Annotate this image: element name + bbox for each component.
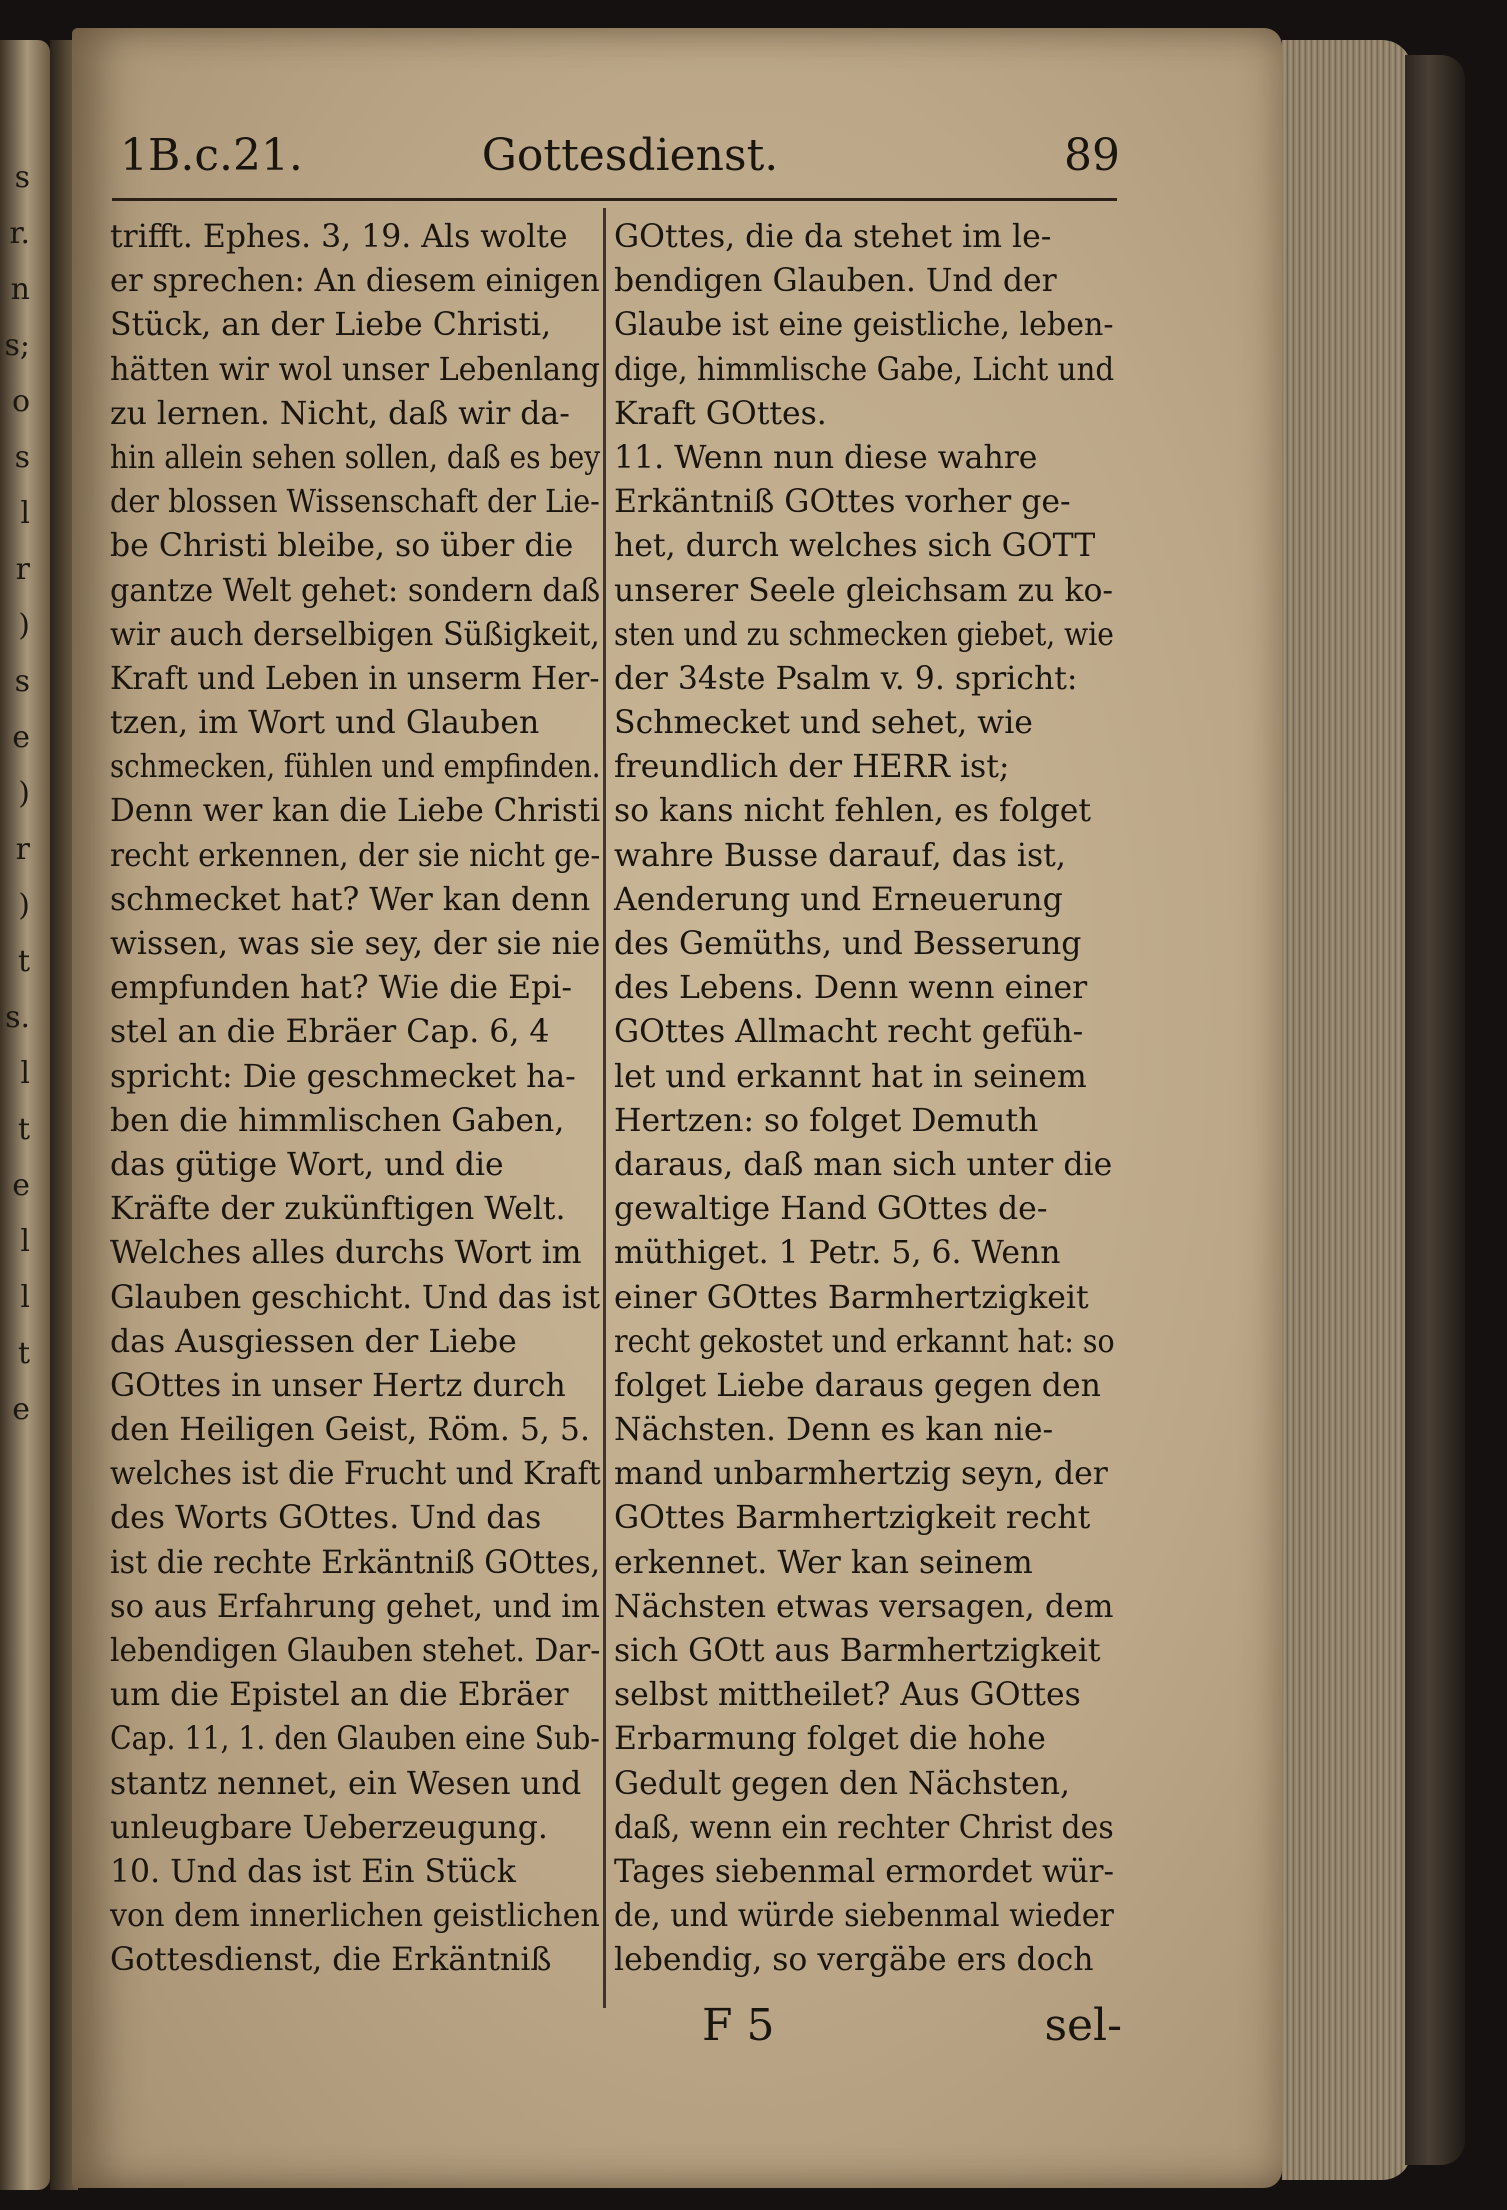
left-page-fragment: t <box>17 944 30 979</box>
text-line: das gütige Wort, und die <box>110 1146 504 1183</box>
text-line: de, und würde siebenmal wieder <box>614 1898 1114 1935</box>
text-line: Hertzen: so folget Demuth <box>614 1102 1039 1139</box>
text-line: Kraft GOttes. <box>614 395 827 432</box>
left-page-fragment: s; <box>4 328 30 363</box>
text-line: Nächsten. Denn es kan nie- <box>614 1412 1054 1449</box>
text-line: lebendigen Glauben stehet. Dar- <box>110 1633 601 1669</box>
text-line: wissen, was sie sey, der sie nie <box>110 926 601 962</box>
left-page-fragment: s. <box>5 1000 30 1035</box>
left-text-column <box>110 215 600 1983</box>
text-line: folget Liebe daraus gegen den <box>614 1367 1101 1404</box>
left-page-fragment: r <box>15 832 30 867</box>
text-line: GOttes Barmhertzigkeit recht <box>614 1500 1091 1537</box>
text-line: den Heiligen Geist, Röm. 5, 5. <box>110 1412 590 1449</box>
text-line: das Ausgiessen der Liebe <box>110 1323 517 1360</box>
page-stack-edge <box>1282 40 1412 2180</box>
text-line: der blossen Wissenschaft der Lie- <box>110 484 600 521</box>
text-line: der 34ste Psalm v. 9. spricht: <box>614 660 1078 697</box>
left-page-fragment: ) <box>18 888 30 923</box>
left-page-fragment: n <box>10 272 30 307</box>
signature-mark: F 5 <box>702 2000 775 2051</box>
text-line: het, durch welches sich GOTT <box>614 528 1096 565</box>
text-line: sten und zu schmecken giebet, wie <box>614 616 1114 653</box>
text-line: hätten wir wol unser Lebenlang <box>110 351 600 388</box>
left-page-fragment: e <box>12 720 30 755</box>
text-line: schmecket hat? Wer kan denn <box>110 881 591 918</box>
right-text-column <box>614 215 1114 1983</box>
text-line: schmecken, fühlen und empfinden. <box>110 749 601 786</box>
left-page-fragment: l <box>20 1280 30 1315</box>
text-line: gantze Welt gehet: sondern daß <box>110 572 601 609</box>
text-line: Gedult gegen den Nächsten, <box>614 1765 1071 1802</box>
left-page-fragment: s <box>14 160 30 195</box>
text-line: daraus, daß man sich unter die <box>614 1146 1113 1183</box>
text-line: Denn wer kan die Liebe Christi <box>110 793 601 830</box>
text-line: Tages siebenmal ermordet wür- <box>614 1853 1114 1890</box>
text-line: wahre Busse darauf, das ist, <box>614 837 1066 874</box>
text-line: er sprechen: An diesem einigen <box>110 263 600 300</box>
text-line: be Christi bleibe, so über die <box>110 528 574 565</box>
text-line: GOttes Allmacht recht gefüh- <box>614 1014 1084 1051</box>
text-line: einer GOttes Barmhertzigkeit <box>614 1279 1089 1316</box>
text-line: Stück, an der Liebe Christi, <box>110 307 552 344</box>
text-line: dige, himmlische Gabe, Licht und <box>614 351 1115 388</box>
text-line: Erbarmung folget die hohe <box>614 1721 1046 1758</box>
text-line: recht erkennen, der sie nicht ge- <box>110 837 601 874</box>
text-line: von dem innerlichen geistlichen <box>110 1898 600 1935</box>
text-line: empfunden hat? Wie die Epi- <box>110 970 572 1007</box>
text-line: des Worts GOttes. Und das <box>110 1500 542 1537</box>
text-line: so aus Erfahrung gehet, und im <box>110 1588 600 1625</box>
text-line: GOttes in unser Hertz durch <box>110 1367 566 1404</box>
text-line: so kans nicht fehlen, es folget <box>614 793 1092 830</box>
text-line: Aenderung und Erneuerung <box>614 881 1063 918</box>
text-line: des Lebens. Denn wenn einer <box>614 970 1088 1007</box>
text-line: welches ist die Frucht und Kraft <box>110 1456 601 1493</box>
text-line: müthiget. 1 Petr. 5, 6. Wenn <box>614 1235 1061 1272</box>
text-line: freundlich der HERR ist; <box>614 749 1010 786</box>
left-page-fragment: r <box>15 552 30 587</box>
text-line: Schmecket und sehet, wie <box>614 705 1033 742</box>
text-line: mand unbarmhertzig seyn, der <box>614 1456 1108 1493</box>
text-line: Cap. 11, 1. den Glauben eine Sub- <box>110 1721 600 1758</box>
book-cover-edge <box>1405 55 1465 2165</box>
text-line: Kraft und Leben in unserm Her- <box>110 660 600 697</box>
text-line: lebendig, so vergäbe ers doch <box>614 1942 1094 1979</box>
left-page-fragment: t <box>17 1336 30 1371</box>
book-chapter-ref: 1B.c.21. <box>120 130 303 181</box>
left-page-fragment: l <box>20 496 30 531</box>
left-page-fragment: ) <box>18 608 30 643</box>
text-line: selbst mittheilet? Aus GOttes <box>614 1677 1081 1714</box>
text-line: Kräfte der zukünftigen Welt. <box>110 1191 566 1228</box>
page-header <box>120 130 1120 200</box>
text-line: Erkäntniß GOttes vorher ge- <box>614 484 1071 521</box>
left-page-fragment: s <box>14 664 30 699</box>
text-line: Nächsten etwas versagen, dem <box>614 1588 1114 1625</box>
text-line: Glauben geschicht. Und das ist <box>110 1279 601 1316</box>
text-line: unleugbare Ueberzeugung. <box>110 1809 548 1846</box>
left-page-fragment: r. <box>9 216 30 251</box>
text-line: recht gekostet und erkannt hat: so <box>614 1323 1115 1360</box>
text-line: hin allein sehen sollen, daß es bey <box>110 439 601 476</box>
running-title: Gottesdienst. <box>481 130 779 181</box>
text-line: 10. Und das ist Ein Stück <box>110 1853 516 1890</box>
catchword: sel- <box>1044 2000 1122 2051</box>
text-line: stel an die Ebräer Cap. 6, 4 <box>110 1014 550 1051</box>
left-page-fragment: l <box>20 1224 30 1259</box>
left-page-fragment: e <box>12 1168 30 1203</box>
text-line: stantz nennet, ein Wesen und <box>110 1765 582 1802</box>
text-line: wir auch derselbigen Süßigkeit, <box>110 616 600 653</box>
text-line: daß, wenn ein rechter Christ des <box>614 1809 1114 1846</box>
text-line: ist die rechte Erkäntniß GOttes, <box>110 1544 601 1581</box>
left-page-fragment: l <box>20 1056 30 1091</box>
left-page-fragment: e <box>12 1392 30 1427</box>
column-divider <box>603 208 606 2008</box>
text-line: GOttes, die da stehet im le- <box>614 219 1052 255</box>
left-page-fragment: o <box>11 384 30 419</box>
text-line: trifft. Ephes. 3, 19. Als wolte <box>110 219 568 255</box>
page-number: 89 <box>1064 130 1120 181</box>
left-page-fragments <box>0 150 30 1438</box>
text-line: unserer Seele gleichsam zu ko- <box>614 572 1114 609</box>
text-line: bendigen Glauben. Und der <box>614 263 1057 300</box>
text-line: 11. Wenn nun diese wahre <box>614 439 1038 476</box>
text-line: gewaltige Hand GOttes de- <box>614 1191 1048 1228</box>
text-line: des Gemüths, und Besserung <box>614 926 1082 962</box>
text-line: um die Epistel an die Ebräer <box>110 1677 569 1714</box>
header-rule <box>112 198 1117 201</box>
text-line: zu lernen. Nicht, daß wir da- <box>110 395 570 432</box>
left-page-fragment: ) <box>18 776 30 811</box>
text-line: tzen, im Wort und Glauben <box>110 705 540 742</box>
text-line: ben die himmlischen Gaben, <box>110 1102 565 1139</box>
text-line: Welches alles durchs Wort im <box>110 1235 582 1272</box>
text-line: Gottesdienst, die Erkäntniß <box>110 1942 552 1979</box>
left-page-fragment: s <box>14 440 30 475</box>
page-footer <box>612 2000 1122 2060</box>
left-page-fragment: t <box>17 1112 30 1147</box>
text-line: let und erkannt hat in seinem <box>614 1058 1087 1095</box>
text-line: erkennet. Wer kan seinem <box>614 1544 1033 1581</box>
text-line: spricht: Die geschmecket ha- <box>110 1058 576 1095</box>
text-line: sich GOtt aus Barmhertzigkeit <box>614 1633 1101 1669</box>
text-line: Glaube ist eine geistliche, leben- <box>614 307 1114 344</box>
